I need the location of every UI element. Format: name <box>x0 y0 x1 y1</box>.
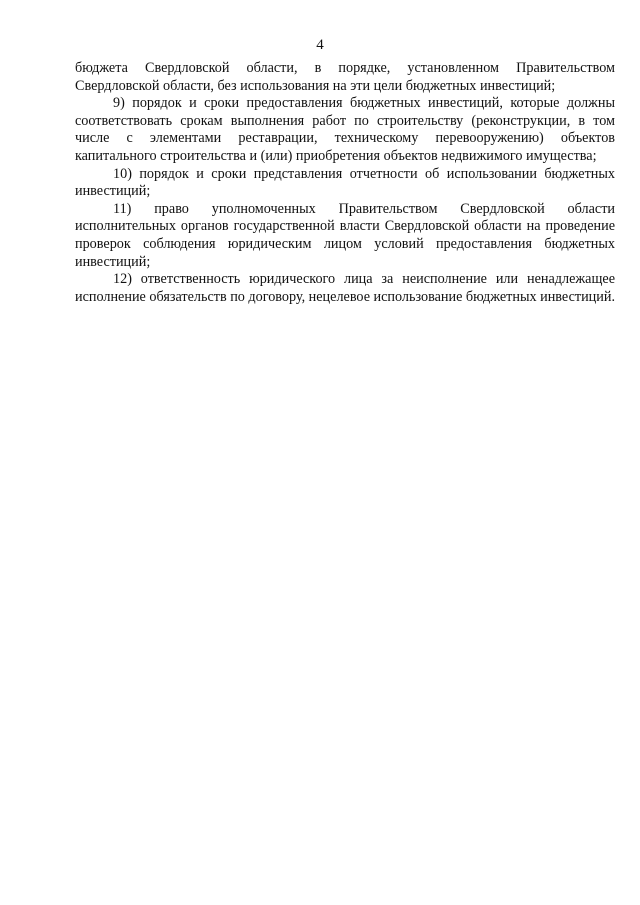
page-number: 4 <box>316 37 324 53</box>
paragraph-item-10: 10) порядок и сроки представления отчетности об использовании бюджетных инвестиций; <box>75 165 615 200</box>
paragraph-item-9: 9) порядок и сроки предоставления бюджетных инвестиций, которые должны соответствовать срокам выполнения работ по строительству (реконструкции, в том числе с элементами реставрации, техническому перевооружению) объектов капитального строительства и (или) приобретения объектов недвижимого имущества; <box>75 95 615 164</box>
paragraph-continuation: бюджета Свердловской области, в порядке, установленном Правительством Свердловской области, без использования на эти цели бюджетных инвестиций; <box>75 60 615 94</box>
document-body <box>75 60 615 306</box>
paragraph-item-11: 11) право уполномоченных Правительством Свердловской области исполнительных органов государственной власти Свердловской области на проведение проверок соблюдения юридическим лицом условий предоставления бюджетных инвестиций; <box>75 200 615 270</box>
paragraph-item-12: 12) ответственность юридического лица за неисполнение или ненадлежащее исполнение обязательств по договору, нецелевое использование бюджетных инвестиций. <box>75 271 615 305</box>
